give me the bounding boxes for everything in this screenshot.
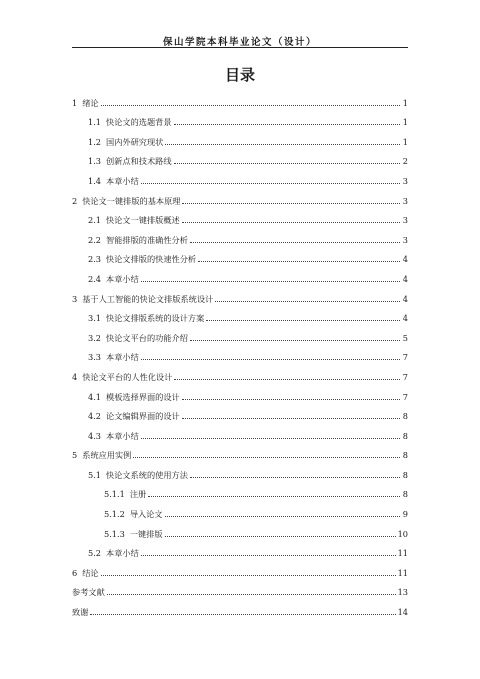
toc-leader-dots [174,124,400,125]
toc-page-number: 3 [402,234,408,245]
toc-entry-number: 1 [72,97,78,108]
toc-entry[interactable] [72,108,408,128]
toc-page-number: 8 [402,411,408,422]
toc-leader-dots [182,222,400,223]
toc-entry[interactable] [72,88,408,108]
toc-page-number: 4 [402,273,408,284]
toc-entry-number: 2.2 [88,234,102,245]
toc-page-number: 11 [397,567,408,578]
toc-entry-number: 3.1 [88,313,102,324]
toc-page-number: 7 [402,352,408,363]
toc-entry-number: 1.3 [88,156,102,167]
toc-page-number: 4 [402,293,408,304]
toc-leader-dots [165,536,396,537]
toc-entry[interactable] [72,402,408,422]
toc-entry[interactable] [72,166,408,186]
toc-entry-label: 注册 [129,489,147,500]
toc-entry-number: 5.2 [88,548,102,559]
toc-page-number: 7 [402,391,408,402]
toc-entry[interactable] [72,206,408,226]
toc-page-number: 10 [397,528,408,539]
toc-page-number: 4 [402,313,408,324]
toc-entry-number: 3 [72,293,78,304]
toc-entry-number: 5 [72,450,78,461]
header-divider [72,47,408,48]
toc-entry[interactable] [72,186,408,206]
toc-page-number: 1 [402,117,408,128]
toc-page-number: 8 [402,469,408,480]
toc-entry-label: 结论 [82,567,99,578]
toc-entry-number: 5.1.3 [104,528,125,539]
toc-entry[interactable] [72,421,408,441]
toc-entry[interactable] [72,127,408,147]
toc-leader-dots [165,144,400,145]
toc-entry-number: 2.4 [88,273,102,284]
toc-leader-dots [182,203,400,204]
toc-leader-dots [174,163,400,164]
toc-entry-number: 2.1 [88,215,102,226]
toc-entry[interactable] [72,480,408,500]
toc-entry[interactable] [72,304,408,324]
toc-leader-dots [141,183,400,184]
toc-entry-label: 导入论文 [129,509,163,520]
toc-entry-number: 2.3 [88,254,102,265]
toc-entry-number: 4.2 [88,411,102,422]
toc-entry-label: 一键排版 [129,528,163,539]
toc-entry-number: 5.1 [88,469,102,480]
toc-leader-dots [90,614,395,615]
toc-page-number: 9 [402,509,408,520]
toc-leader-dots [107,594,396,595]
toc-leader-dots [133,457,400,458]
toc-page-number: 5 [402,332,408,343]
toc-entry-number: 4.1 [88,391,102,402]
toc-page-number: 13 [397,587,408,598]
toc-page-number: 3 [402,175,408,186]
toc-entry[interactable] [72,245,408,265]
toc-entry-number: 1.1 [88,117,102,128]
toc-leader-dots [190,242,400,243]
toc-entry[interactable] [72,441,408,461]
toc-entry-label: 本章小结 [106,430,139,441]
toc-entry[interactable] [72,343,408,363]
toc-entry-label: 快论文平台的人性化设计 [82,371,173,382]
toc-page-number: 2 [402,156,408,167]
toc-page-number: 3 [402,195,408,206]
toc-page-number: 8 [402,430,408,441]
toc-leader-dots [190,477,400,478]
toc-entry-label: 快论文一键排版概述 [106,215,180,226]
toc-entry[interactable] [72,597,408,617]
toc-leader-dots [141,555,396,556]
toc-entry[interactable] [72,460,408,480]
toc-entry-label: 快论文平台的功能介绍 [106,332,188,343]
toc-entry[interactable] [72,323,408,343]
toc-entry-label: 快论文一键排版的基本原理 [82,195,181,206]
toc-entry-label: 系统应用实例 [82,450,132,461]
toc-entry[interactable] [72,264,408,284]
toc-leader-dots [141,438,400,439]
toc-page-number: 7 [402,371,408,382]
toc-leader-dots [182,399,400,400]
toc-entry-label: 快论文排版的快速性分析 [106,254,197,265]
toc-leader-dots [190,340,400,341]
toc-entry-number: 4 [72,371,78,382]
toc-entry-number: 3.2 [88,332,102,343]
toc-page-number: 1 [402,97,408,108]
toc-entry-number: 1.2 [88,136,102,147]
toc-entry[interactable] [72,362,408,382]
toc-entry-number: 3.3 [88,352,102,363]
toc-entry[interactable] [72,147,408,167]
toc-entry-label: 本章小结 [106,352,139,363]
toc-leader-dots [165,516,400,517]
toc-leader-dots [101,105,400,106]
toc-leader-dots [141,359,400,360]
toc-entry-label: 本章小结 [106,273,139,284]
toc-entry-label: 快论文的选题背景 [106,117,172,128]
toc-page-number: 11 [397,548,408,559]
toc-entry[interactable] [72,539,408,559]
toc-entry[interactable] [72,284,408,304]
toc-leader-dots [198,261,400,262]
toc-leader-dots [174,379,400,380]
toc-entry-label: 创新点和技术路线 [106,156,172,167]
toc-entry[interactable] [72,519,408,539]
toc-entry-number: 5.1.1 [104,489,125,500]
toc-entry-label: 参考文献 [72,587,105,598]
toc-entry[interactable] [72,578,408,598]
toc-entry-number: 2 [72,195,78,206]
toc-leader-dots [141,281,400,282]
toc-entry-label: 国内外研究现状 [106,136,164,147]
page-title: 目录 [224,66,255,84]
toc-leader-dots [206,320,400,321]
table-of-contents [72,88,408,617]
toc-entry-label: 智能排版的准确性分析 [106,234,188,245]
toc-leader-dots [148,496,400,497]
toc-leader-dots [182,418,400,419]
toc-page-number: 4 [402,254,408,265]
toc-entry-label: 绪论 [82,97,99,108]
toc-entry-number: 1.4 [88,175,102,186]
toc-entry-label: 致谢 [72,607,89,618]
toc-leader-dots [101,575,396,576]
toc-entry-label: 本章小结 [106,175,139,186]
toc-entry-label: 基于人工智能的快论文排版系统设计 [82,293,214,304]
toc-entry-label: 快论文排版系统的设计方案 [106,313,205,324]
toc-page-number: 3 [402,215,408,226]
page-header: 保山学院本科毕业论文（设计） [162,37,317,48]
toc-page-number: 1 [402,136,408,147]
toc-entry[interactable] [72,558,408,578]
toc-page-number: 8 [402,489,408,500]
toc-entry-label: 本章小结 [106,548,139,559]
toc-leader-dots [215,301,400,302]
toc-entry[interactable] [72,382,408,402]
toc-entry-label: 模板选择界面的设计 [106,391,180,402]
toc-entry-label: 快论文系统的使用方法 [106,469,188,480]
toc-entry-number: 6 [72,567,78,578]
toc-entry-number: 4.3 [88,430,102,441]
toc-entry[interactable] [72,225,408,245]
toc-page-number: 14 [397,607,408,618]
toc-entry[interactable] [72,499,408,519]
toc-page-number: 8 [402,450,408,461]
toc-entry-number: 5.1.2 [104,509,125,520]
toc-entry-label: 论文编辑界面的设计 [106,411,180,422]
